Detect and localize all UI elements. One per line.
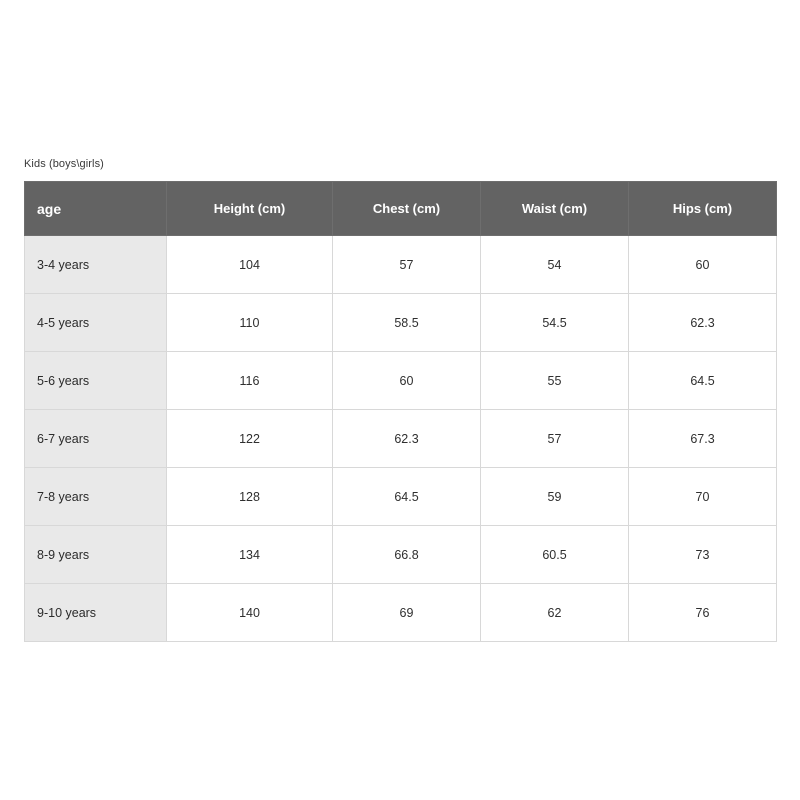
cell-waist: 55 xyxy=(481,352,629,410)
table-head xyxy=(25,182,777,236)
cell-chest: 62.3 xyxy=(333,410,481,468)
cell-age: 6-7 years xyxy=(25,410,167,468)
cell-hips: 60 xyxy=(629,236,777,294)
cell-chest: 58.5 xyxy=(333,294,481,352)
cell-waist: 57 xyxy=(481,410,629,468)
table-row xyxy=(25,526,777,584)
table-row xyxy=(25,584,777,642)
column-header-hips: Hips (cm) xyxy=(629,182,777,236)
cell-height: 128 xyxy=(167,468,333,526)
cell-height: 116 xyxy=(167,352,333,410)
cell-height: 122 xyxy=(167,410,333,468)
cell-age: 9-10 years xyxy=(25,584,167,642)
cell-chest: 60 xyxy=(333,352,481,410)
table-header-row xyxy=(25,182,777,236)
cell-age: 3-4 years xyxy=(25,236,167,294)
table-row xyxy=(25,236,777,294)
table-body xyxy=(25,236,777,642)
cell-waist: 60.5 xyxy=(481,526,629,584)
cell-hips: 67.3 xyxy=(629,410,777,468)
cell-age: 8-9 years xyxy=(25,526,167,584)
cell-hips: 73 xyxy=(629,526,777,584)
cell-waist: 59 xyxy=(481,468,629,526)
column-header-height: Height (cm) xyxy=(167,182,333,236)
cell-height: 104 xyxy=(167,236,333,294)
cell-chest: 64.5 xyxy=(333,468,481,526)
cell-height: 110 xyxy=(167,294,333,352)
cell-waist: 54.5 xyxy=(481,294,629,352)
table-row xyxy=(25,294,777,352)
size-chart-container xyxy=(24,181,776,642)
cell-age: 4-5 years xyxy=(25,294,167,352)
table-row xyxy=(25,410,777,468)
cell-waist: 54 xyxy=(481,236,629,294)
table-caption: Kids (boys\girls) xyxy=(24,158,104,170)
table-row xyxy=(25,468,777,526)
cell-hips: 64.5 xyxy=(629,352,777,410)
cell-height: 140 xyxy=(167,584,333,642)
cell-age: 5-6 years xyxy=(25,352,167,410)
cell-hips: 76 xyxy=(629,584,777,642)
column-header-age: age xyxy=(25,182,167,236)
cell-waist: 62 xyxy=(481,584,629,642)
cell-hips: 62.3 xyxy=(629,294,777,352)
cell-hips: 70 xyxy=(629,468,777,526)
column-header-chest: Chest (cm) xyxy=(333,182,481,236)
cell-chest: 57 xyxy=(333,236,481,294)
cell-age: 7-8 years xyxy=(25,468,167,526)
cell-height: 134 xyxy=(167,526,333,584)
cell-chest: 69 xyxy=(333,584,481,642)
column-header-waist: Waist (cm) xyxy=(481,182,629,236)
kids-size-chart-table xyxy=(24,181,777,642)
cell-chest: 66.8 xyxy=(333,526,481,584)
table-row xyxy=(25,352,777,410)
